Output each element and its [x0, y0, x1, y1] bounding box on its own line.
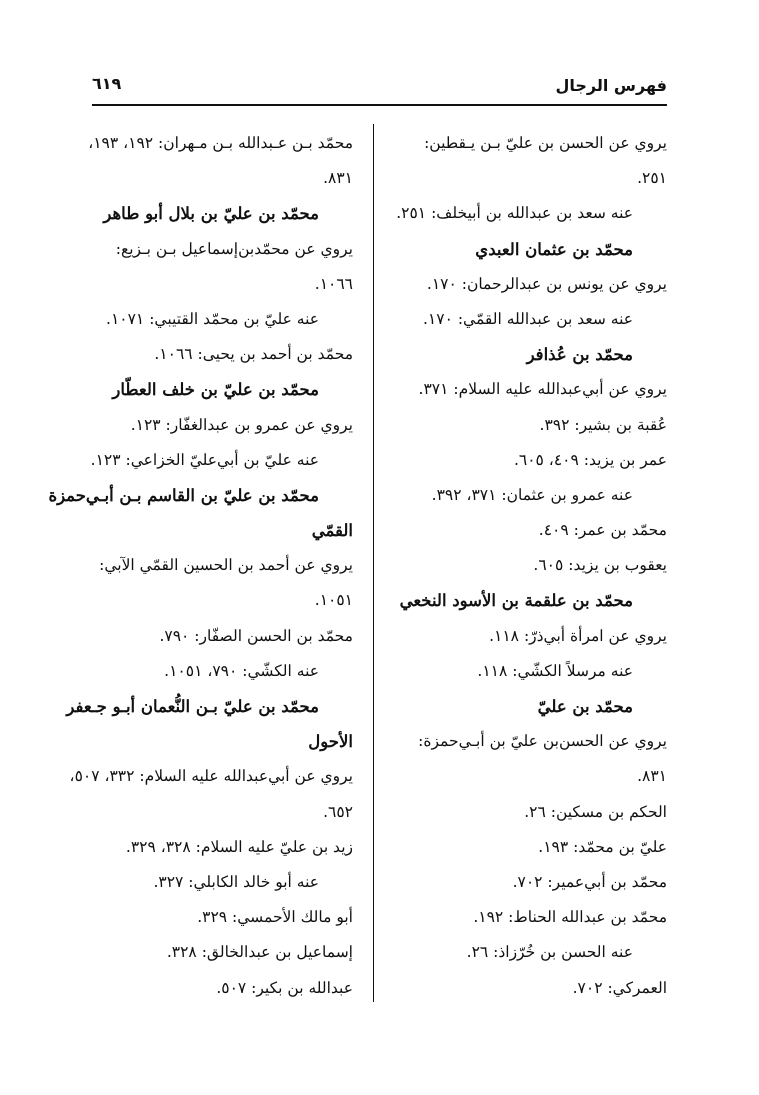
- index-entry-line: يعقوب بن يزيد: ٦٠٥.: [533, 556, 667, 575]
- index-entry-line: محمّد بن عمر: ٤٠٩.: [538, 521, 667, 540]
- index-entry-line: عُقبة بن بشير: ٣٩٢.: [539, 415, 667, 434]
- index-entry-line: عنه سعد بن عبدالله بن أبيخلف: ٢٥١.: [396, 204, 633, 223]
- index-entry-line: يروي عن محمّدبن‌إسماعيل بـن بـزيع:: [115, 239, 353, 258]
- index-entry-line: عنه سعد بن عبدالله القمّي: ١٧٠.: [422, 309, 633, 328]
- index-entry-line: عنه الحسن بن خُرّزاذ: ٢٦.: [466, 943, 633, 962]
- index-entry-heading: محمّد بن عليّ بـن النُّعمان أبـو جـعفر: [66, 697, 319, 716]
- index-entry-line: محمّد بن عبدالله الحناط: ١٩٢.: [473, 908, 667, 927]
- header-rule: [92, 104, 667, 106]
- index-entry-line: يروي عن عمرو بن عبدالغفّار: ١٢٣.: [130, 415, 353, 434]
- right-column: [383, 126, 667, 1006]
- index-entry-line: يروي عن أبي‌عبدالله عليه السلام: ٣٧١.: [418, 380, 667, 399]
- index-entry-line: محمّد بن أحمد بن يحيى: ١٠٦٦.: [154, 345, 353, 364]
- index-entry-line: عنه عمرو بن عثمان: ٣٧١، ٣٩٢.: [431, 485, 633, 504]
- index-entry-line: يروي عن الحسن‌بن عليّ بن أبـي‌حمزة:: [418, 732, 667, 751]
- index-entry-line: محمّد بن الحسن الصفّار: ٧٩٠.: [159, 626, 353, 645]
- index-entry-line: ٨٣١.: [323, 169, 353, 188]
- index-entry-line: عنه مرسلاً الكشّي: ١١٨.: [477, 661, 633, 680]
- index-entry-line: محمّد بن أبي‌عمير: ٧٠٢.: [512, 872, 667, 891]
- index-entry-line: ١٠٦٦.: [314, 274, 353, 293]
- index-entry-line: يروي عن امرأة أبي‌ذرّ: ١١٨.: [489, 626, 667, 645]
- index-entry-heading: القمّي: [311, 521, 353, 541]
- index-entry-heading: محمّد بن عليّ: [537, 697, 633, 716]
- index-entry-heading: محمّد بن علقمة بن الأسود النخعي: [399, 591, 633, 611]
- page-number: ٦١٩: [92, 74, 122, 93]
- index-entry-heading: محمّد بن عليّ بن بلال أبو طاهر: [103, 204, 319, 224]
- index-entry-line: عنه عليّ بن أبي‌عليّ الخزاعي: ١٢٣.: [90, 450, 319, 469]
- index-entry-line: زيد بن عليّ عليه السلام: ٣٢٨، ٣٢٩.: [125, 837, 353, 856]
- index-entry-line: ٦٥٢.: [323, 802, 353, 821]
- index-entry-line: عنه عليّ بن محمّد القتيبي: ١٠٧١.: [106, 309, 319, 328]
- index-entry-line: الحكم بن مسكين: ٢٦.: [524, 802, 667, 821]
- index-entry-line: أبو مالك الأحمسي: ٣٢٩.: [197, 908, 353, 927]
- column-divider: [373, 124, 374, 1002]
- index-entry-heading: محمّد بن عليّ بن القاسم بـن أبـي‌حمزة: [48, 485, 319, 505]
- running-header-title: فهرس الرجال: [555, 76, 667, 95]
- index-entry-line: يروي عن يونس بن عبدالرحمان: ١٧٠.: [426, 274, 667, 293]
- index-entry-line: عبدالله بن بكير: ٥٠٧.: [216, 978, 353, 997]
- index-entry-line: عمر بن يزيد: ٤٠٩، ٦٠٥.: [513, 450, 667, 469]
- index-entry-heading: الأحول: [308, 732, 353, 752]
- index-entry-line: عنه أبو خالد الكابلي: ٣٢٧.: [153, 872, 319, 891]
- index-entry-line: يروي عن أحمد بن الحسين القمّي الآبي:: [99, 556, 353, 575]
- index-entry-line: يروي عن أبي‌عبدالله عليه السلام: ٣٣٢، ٥٠٧،: [69, 767, 353, 786]
- index-entry-heading: محمّد بن عُذافر: [526, 345, 633, 365]
- index-entry-line: محمّد بـن عـبدالله بـن مـهران: ١٩٢، ١٩٣،: [88, 134, 353, 152]
- index-entry-line: ٢٥١.: [637, 169, 667, 188]
- index-entry-line: عنه الكشّي: ٧٩٠، ١٠٥١.: [164, 661, 319, 680]
- index-entry-heading: محمّد بن عليّ بن خلف العطّار: [112, 380, 319, 400]
- index-entry-line: العمركي: ٧٠٢.: [572, 978, 667, 997]
- index-entry-line: ٨٣١.: [637, 767, 667, 786]
- index-entry-line: يروي عن الحسن بن عليّ بـن يـقطين:: [424, 134, 667, 152]
- index-entry-heading: محمّد بن عثمان العبدي: [475, 239, 633, 259]
- index-entry-line: ١٠٥١.: [314, 591, 353, 610]
- index-entry-line: عليّ بن محمّد: ١٩٣.: [538, 837, 667, 856]
- index-entry-line: إسماعيل بن عبدالخالق: ٣٢٨.: [166, 943, 353, 962]
- left-column: [48, 126, 353, 1006]
